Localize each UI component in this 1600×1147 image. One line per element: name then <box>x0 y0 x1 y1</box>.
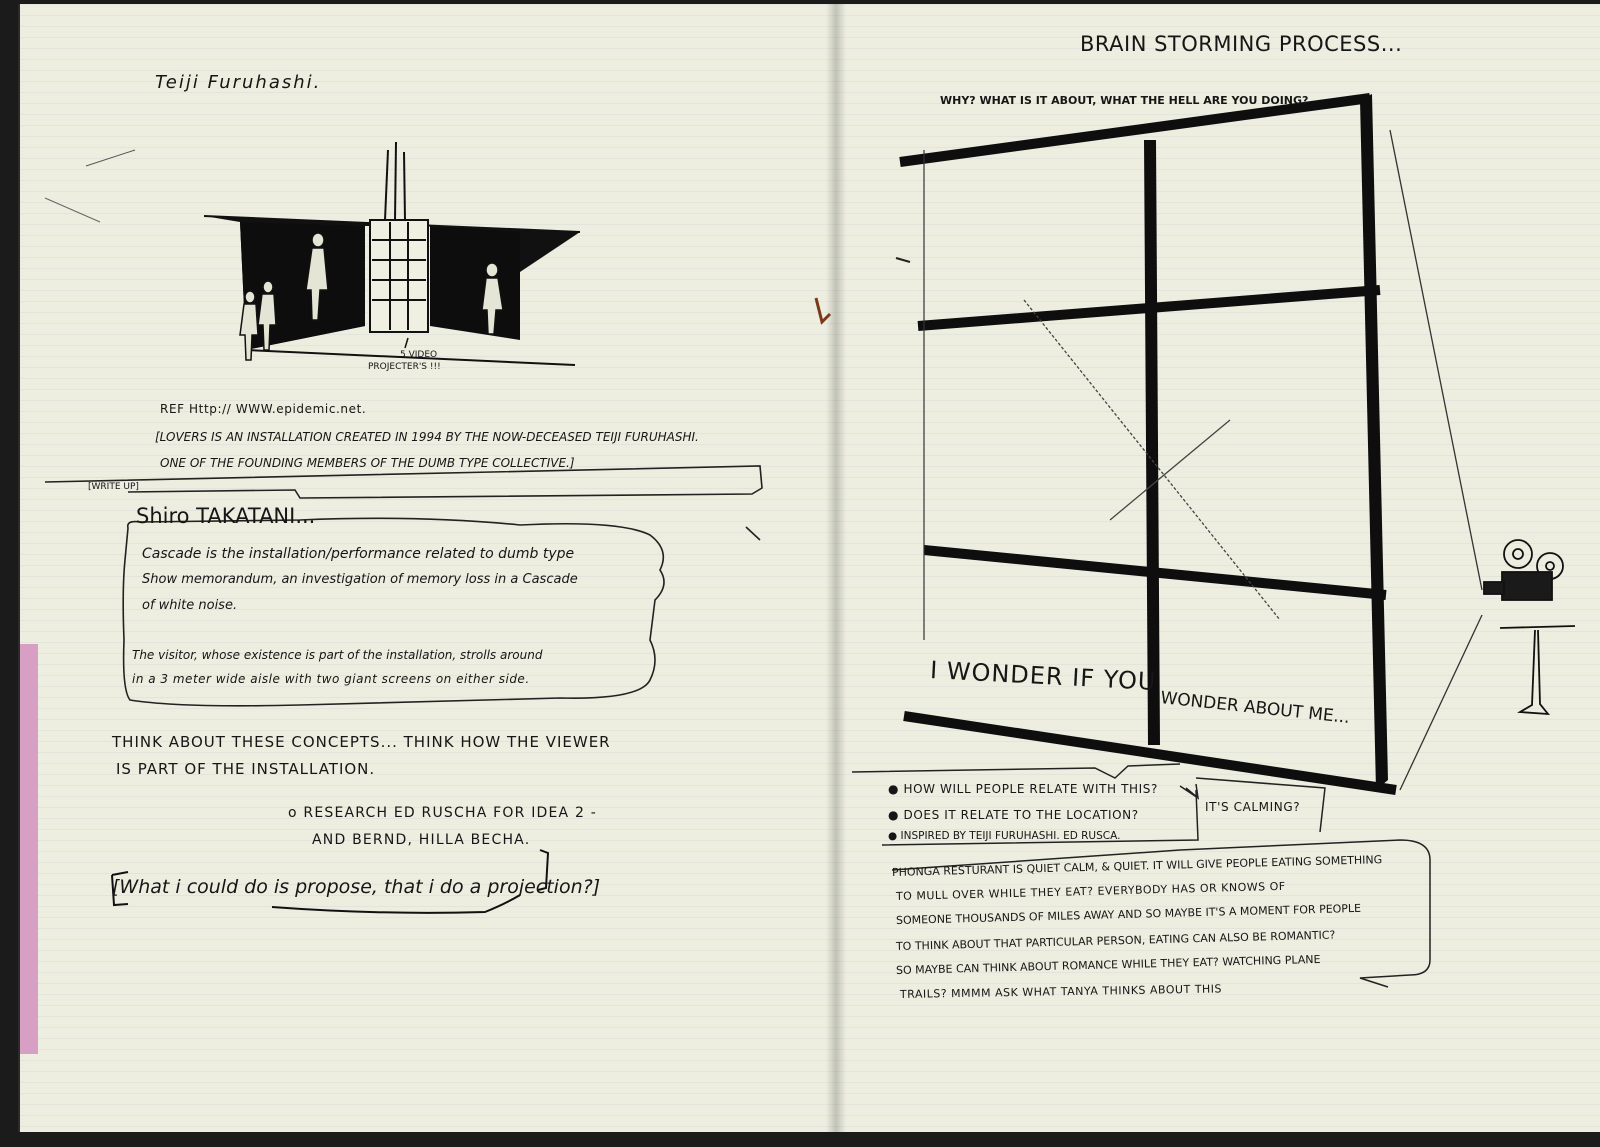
shiro-takatani-heading: Shiro TAKATANI... <box>136 504 316 528</box>
sketch-caption-line-1: 5 VIDEO <box>400 350 438 360</box>
left-page-title: Teiji Furuhashi. <box>155 72 322 93</box>
bullet-1: ● HOW WILL PEOPLE RELATE WITH THIS? <box>888 782 1158 796</box>
think-line-2: IS PART OF THE INSTALLATION. <box>116 760 376 778</box>
right-page-title: BRAIN STORMING PROCESS... <box>1080 32 1403 56</box>
projection-idea: [What i could do is propose, that i do a projection?] <box>112 876 601 898</box>
visitor-line-2: in a 3 meter wide aisle with two giant screens on either side. <box>132 672 530 686</box>
reference-url: REF Http:// WWW.epidemic.net. <box>160 402 367 416</box>
visitor-line-1: The visitor, whose existence is part of the installation, strolls around <box>132 648 543 662</box>
bullet-1-text: HOW WILL PEOPLE RELATE WITH THIS? <box>903 782 1158 796</box>
bullet-3-text: INSPIRED BY TEIJI FURUHASHI. ED RUSCA. <box>900 830 1121 842</box>
bullet-3: ● INSPIRED BY TEIJI FURUHASHI. ED RUSCA. <box>888 830 1121 842</box>
lovers-description-line-2: ONE OF THE FOUNDING MEMBERS OF THE DUMB TYPE COLLECTIVE.] <box>160 456 575 470</box>
notes-line-5: SO MAYBE CAN THINK ABOUT ROMANCE WHILE THEY EAT? WATCHING PLANE <box>895 952 1321 977</box>
notes-line-1: PHONGA RESTURANT IS QUIET CALM, & QUIET. IT WILL GIVE PEOPLE EATING SOMETHING <box>891 853 1383 879</box>
installation-sketch <box>204 142 580 365</box>
cascade-line-1: Cascade is the installation/performance related to dumb type <box>142 546 575 562</box>
notes-line-2: TO MULL OVER WHILE THEY EAT? EVERYBODY HAS OR KNOWS OF <box>895 879 1286 903</box>
lovers-description-line-1: [LOVERS IS AN INSTALLATION CREATED IN 1994 BY THE NOW-DECEASED TEIJI FURUHASHI. <box>155 430 699 444</box>
write-up-tag: [WRITE UP] <box>88 482 139 492</box>
bullet-2: ● DOES IT RELATE TO THE LOCATION? <box>888 808 1139 822</box>
think-line-1: THINK ABOUT THESE CONCEPTS... THINK HOW THE VIEWER <box>112 733 611 751</box>
calming-note: IT'S CALMING? <box>1205 800 1301 814</box>
notes-line-6: TRAILS? MMMM ASK WHAT TANYA THINKS ABOUT THIS <box>899 982 1223 1001</box>
question-line: WHY? WHAT IS IT ABOUT, WHAT THE HELL ARE YOU DOING? <box>940 94 1309 107</box>
bullet-2-text: DOES IT RELATE TO THE LOCATION? <box>903 808 1139 822</box>
projector-drawing <box>1484 540 1575 714</box>
research-line-1: o RESEARCH ED RUSCHA FOR IDEA 2 - <box>288 805 597 821</box>
cascade-line-2: Show memorandum, an investigation of memory loss in a Cascade <box>142 572 578 587</box>
research-line-2: AND BERND, HILLA BECHA. <box>312 832 531 848</box>
notes-line-4: TO THINK ABOUT THAT PARTICULAR PERSON, EATING CAN ALSO BE ROMANTIC? <box>895 928 1336 953</box>
wonder-text-left: I WONDER IF YOU <box>929 656 1158 696</box>
wonder-text-right: WONDER ABOUT ME... <box>1159 688 1351 728</box>
cascade-line-3: of white noise. <box>142 598 238 613</box>
notes-line-3: SOMEONE THOUSANDS OF MILES AWAY AND SO MAYBE IT'S A MOMENT FOR PEOPLE <box>895 901 1362 927</box>
sketch-caption-line-2: PROJECTER'S !!! <box>368 362 441 372</box>
